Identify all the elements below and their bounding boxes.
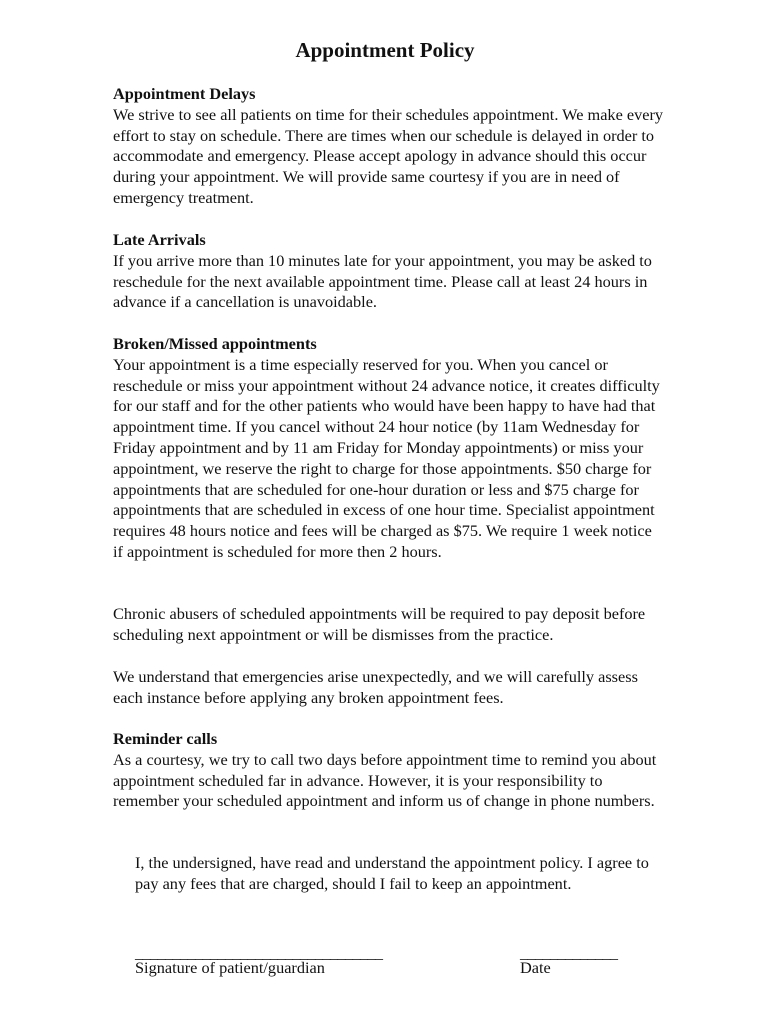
section-heading: Appointment Delays [113,84,256,103]
section-reminder-calls [113,729,663,812]
section-paragraph: As a courtesy, we try to call two days before appointment time to remind you about appointment scheduled far in advance. However, it is your responsibility to remember your scheduled appointment and inform us of change in phone numbers. [113,749,657,811]
date-line[interactable]: _____________ [520,945,618,962]
date-label: Date [520,958,551,977]
chronic-abusers-paragraph [113,604,663,646]
signature-label: Signature of patient/guardian [135,958,325,977]
section-paragraph: We understand that emergencies arise unexpectedly, and we will carefully assess each instance before applying any broken appointment fees. [113,667,638,707]
section-paragraph: Chronic abusers of scheduled appointments will be required to pay deposit before scheduling next appointment or will be dismisses from the practice. [113,604,646,644]
section-heading: Reminder calls [113,729,218,748]
section-paragraph: Your appointment is a time especially reserved for you. When you cancel or reschedule or miss your appointment without 24 advance notice, it creates difficulty for our staff and for the other patients who would have been happy to have had that appointment time. If you cancel without 24 hour notice (by 11am Wednesday for Friday appointment and by 11 am Friday for Monday appointments) or miss your appointment, we reserve the right to charge for those appointments. $50 charge for appointments that are scheduled for one-hour duration or less and $75 charge for appointments that are scheduled in excess of one hour time. Specialist appointment requires 48 hours notice and fees will be charged as $75. We require 1 week notice if appointment is scheduled for more then 2 hours. [113,354,660,561]
section-paragraph: If you arrive more than 10 minutes late for your appointment, you may be asked to reschedule for the next available appointment time. Please call at least 24 hours in advance if a cancellation is unavoidable. [113,250,652,312]
section-paragraph: We strive to see all patients on time for their schedules appointment. We make every effort to stay on schedule. There are times when our schedule is delayed in order to accommodate and emergency. Please accept apology in advance should this occur during your appointment. We will provide same courtesy if you are in need of emergency treatment. [113,104,664,207]
acknowledgement-statement: I, the undersigned, have read and understand the appointment policy. I agree to pay any fees that are charged, should I fail to keep an appointment. [135,853,649,893]
emergencies-paragraph [113,667,663,709]
signature-line[interactable]: _________________________________ [135,945,383,962]
section-heading: Broken/Missed appointments [113,334,317,353]
section-late-arrivals [113,230,663,313]
section-broken-appointments [113,334,663,563]
section-heading: Late Arrivals [113,230,206,249]
section-appointment-delays [113,84,663,209]
page-title: Appointment Policy [295,38,475,62]
